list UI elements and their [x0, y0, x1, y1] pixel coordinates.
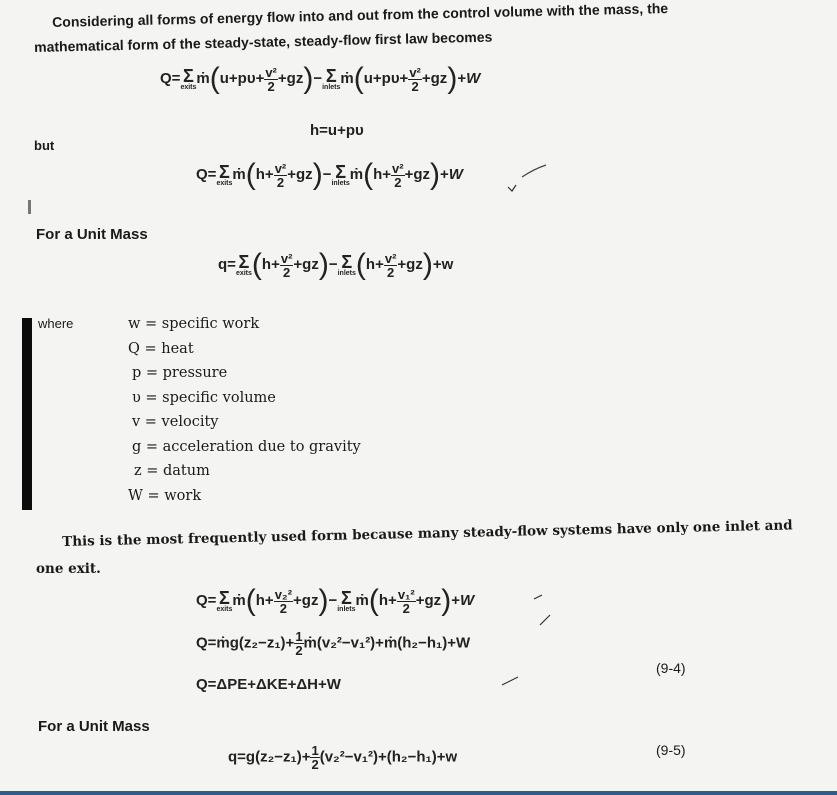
intro-line-2	[34, 29, 492, 55]
definition-datum: z = datum	[134, 463, 210, 479]
pen-check-marks	[500, 155, 560, 195]
label-inlets-4: inlets	[337, 606, 356, 613]
unit-mass-heading-1: For a Unit Mass	[36, 226, 148, 243]
paragraph-2-line-1: This is the most frequently used form because many steady-flow systems have only one inlet and	[62, 517, 793, 550]
equation-6: Q=ΔPE+ΔKE+ΔH+W	[196, 676, 341, 693]
equation-7-part-b: (v₂²−v₁²)+(h₂−h₁)+w	[319, 748, 458, 766]
pen-marks-right	[496, 585, 566, 695]
equation-3: q= Σ exits (h+ $\frac{\text{v²}}{2}$ +gz)− Σ inlets (h+ $\frac{\text{v²}}{2}$ +gz)+w	[218, 248, 454, 281]
intro-line-1	[52, 0, 668, 30]
definition-w: w = specific work	[128, 316, 260, 332]
label-inlets-2: inlets	[331, 180, 350, 187]
unit-mass-heading-2: For a Unit Mass	[38, 718, 150, 735]
equation-5-part-b: ṁ(v₂²−v₁²)+ṁ(h₂−h₁)+W	[303, 634, 471, 652]
label-but: but	[34, 138, 55, 153]
definition-q: Q = heat	[128, 340, 194, 357]
definition-velocity: v = velocity	[132, 414, 219, 430]
page-edge-shadow	[22, 318, 32, 510]
label-where: where	[38, 316, 74, 331]
equation-4: Q= Σ exits ṁ(h+ $\frac{\text{v₂²}}{2}$ +gz)− Σ inlets ṁ(h+ $\frac{\text{v₁²}}{2}$ +gz)+W	[196, 584, 475, 617]
equation-5: Q=ṁg(z₂−z₁)+ $\frac{1}{2}$ ṁ(v₂²−v₁²)+ṁ(h₂−h₁)+W	[196, 629, 471, 658]
definition-specific-volume: υ = specific volume	[132, 389, 276, 406]
label-inlets: inlets	[322, 84, 341, 91]
equation-1: Q= Σ exits ṁ(u+pυ+ $\frac{\text{v²}}{2}$ +gz)− Σ inlets ṁ(u+pυ+ $\frac{\text{v²}}{2}$ +gz)+W	[160, 62, 481, 95]
definition-work: W = work	[128, 487, 202, 504]
label-exits: exits	[180, 84, 197, 91]
enthalpy-definition: h=u+pυ	[310, 122, 364, 139]
intro-text-2: mathematical form of the steady-state, steady-flow first law becomes	[34, 28, 493, 55]
definition-p: p = pressure	[132, 365, 228, 381]
definitions-list	[128, 312, 361, 508]
definition-gravity: g = acceleration due to gravity	[132, 438, 361, 455]
label-exits-2: exits	[216, 180, 233, 187]
page-edge-shadow-2	[28, 200, 31, 214]
label-exits-3: exits	[235, 270, 252, 277]
equation-7: q=g(z₂−z₁)+ $\frac{1}{2}$ (v₂²−v₁²)+(h₂−h₁)+w	[228, 743, 458, 772]
equation-5-part-a: Q=ṁg(z₂−z₁)+	[196, 634, 295, 652]
label-exits-4: exits	[216, 606, 233, 613]
bottom-edge-line	[0, 791, 837, 795]
equation-number-9-5: (9-5)	[656, 742, 686, 758]
label-inlets-3: inlets	[337, 270, 356, 277]
equation-7-part-a: q=g(z₂−z₁)+	[228, 748, 311, 766]
paragraph-2-line-2: one exit.	[36, 561, 101, 577]
equation-2: Q= Σ exits ṁ(h+ $\frac{\text{v²}}{2}$ +gz)− Σ inlets ṁ(h+ $\frac{\text{v²}}{2}$ +gz)+W	[196, 158, 463, 191]
equation-number-9-4: (9-4)	[656, 660, 686, 676]
intro-text-1: Considering all forms of energy flow into and out from the control volume with the mass, the	[52, 0, 669, 30]
